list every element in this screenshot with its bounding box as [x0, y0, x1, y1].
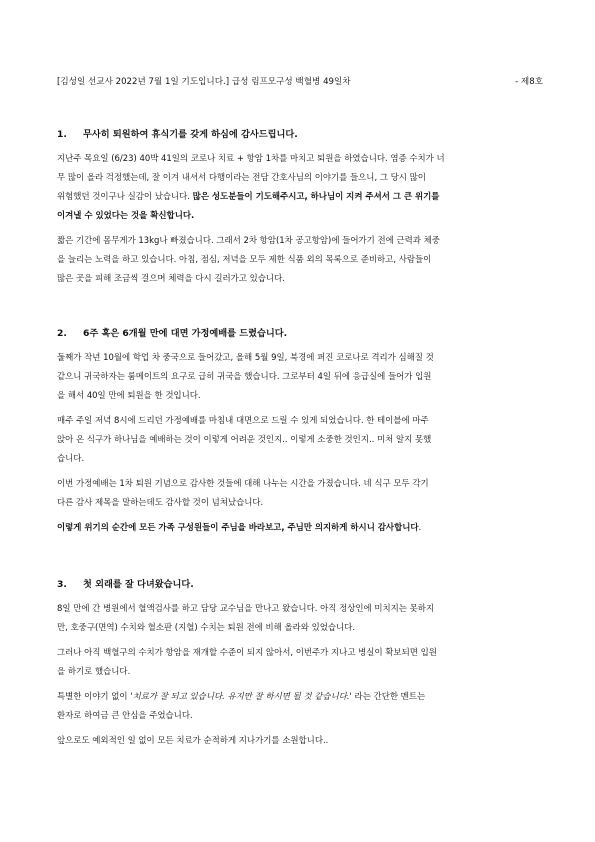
text-line: 그러나 아직 백혈구의 수치가 항암을 재개할 수준이 되지 않아서, 이번주가 지나고 병실이 확보되면 입원 — [57, 647, 437, 657]
text-span: 위험했던 것이구나 실감이 났습니다. — [57, 191, 193, 201]
text-span: 특별한 이야기 없이 — [57, 691, 131, 701]
text-line: 을 늘리는 노력을 하고 있습니다. 아침, 점심, 저녁을 모두 제한 식품 외의 목록으로 준비하고, 사람들이 — [57, 254, 432, 264]
text-line: 습니다. — [57, 453, 85, 463]
section-3 — [57, 578, 543, 750]
header-title: [김성일 선교사 2022년 7월 1일 기도입니다.] 급성 림프모구성 백혈병 49일차 — [57, 77, 351, 87]
section-2-number: 2. — [57, 328, 67, 339]
emphasis-text: 이렇게 위기의 순간에 모든 가족 구성원들이 주님을 바라보고, 주님만 의지하게 하시니 감사합니다 — [57, 522, 419, 532]
text-line: 앞으로도 예외적인 일 없이 모든 치료가 순적하게 지나가기를 소원합니다.. — [57, 735, 329, 745]
section-1-heading — [57, 128, 543, 142]
section-2 — [57, 327, 543, 537]
section-3-number: 3. — [57, 579, 67, 590]
section-3-paragraph-2 — [57, 643, 543, 681]
text-span: . — [418, 522, 422, 532]
emphasis-text: 많은 성도분들이 기도해주시고, 하나님이 지켜 주셔서 그 큰 위기를 — [192, 191, 440, 201]
section-2-paragraph-2 — [57, 411, 543, 468]
text-line — [57, 187, 543, 206]
text-line: 짧은 기간에 몸무게가 13kg나 빠졌습니다. 그래서 2차 항암(1차 공고항암)에 들어가기 전에 근력과 체중 — [57, 235, 440, 245]
text-line: 많은 곳을 피해 조금씩 걸으며 체력을 다시 길러가고 있습니다. — [57, 273, 285, 283]
section-2-title: 6주 혹은 6개월 만에 대면 가정예배를 드렸습니다. — [83, 328, 288, 339]
issue-number: - 제8호 — [515, 77, 543, 87]
section-3-paragraph-3 — [57, 687, 543, 725]
text-line: 을 하기로 했습니다. — [57, 666, 131, 676]
text-line — [57, 687, 543, 706]
text-line: 같으니 귀국하자는 룸메이트의 요구로 급히 귀국을 했습니다. 그로부터 4일 뒤에 응급실에 들어가 입원 — [57, 371, 432, 381]
section-2-paragraph-4 — [57, 518, 543, 537]
section-3-paragraph-1 — [57, 599, 543, 637]
section-2-heading — [57, 327, 543, 341]
text-line: 둘째가 작년 10월에 학업 차 중국으로 들어갔고, 올해 5월 9일, 북경에 퍼진 코로나로 격리가 심해질 것 — [57, 352, 434, 362]
text-line: 지난주 목요일 (6/23) 40박 41일의 코로나 치료 + 항암 1차를 마치고 퇴원을 하였습니다. 염증 수치가 너 — [57, 153, 445, 163]
section-3-heading — [57, 578, 543, 592]
section-2-paragraph-1 — [57, 348, 543, 405]
text-line: 매주 주일 저녁 8시에 드리던 가정예배를 마침내 대면으로 드릴 수 있게 되었습니다. 한 테이블에 마주 — [57, 415, 429, 425]
text-span: 라는 간단한 멘트는 — [351, 691, 426, 701]
text-line: 이번 가정예배는 1차 퇴원 기념으로 감사한 것들에 대해 나누는 시간을 가졌습니다. 네 식구 모두 각기 — [57, 478, 429, 488]
section-3-title: 첫 외래를 잘 다녀왔습니다. — [83, 579, 194, 590]
text-line — [57, 518, 543, 537]
text-line: 환자로 하여금 큰 안심을 주었습니다. — [57, 710, 193, 720]
section-1-number: 1. — [57, 129, 67, 140]
section-2-paragraph-3 — [57, 474, 543, 512]
document-header — [57, 75, 543, 89]
text-line: 을 해서 40일 만에 퇴원을 한 것입니다. — [57, 390, 201, 400]
section-3-paragraph-4 — [57, 731, 543, 750]
section-1-paragraph-1 — [57, 149, 543, 225]
text-line: 앉아 온 식구가 하나님을 예배하는 것이 이렇게 어려운 것인지.. 이렇게 소중한 것인지.. 미처 알지 못했 — [57, 434, 432, 444]
text-line: 만, 호중구(면역) 수치와 혈소판 (지혈) 수치는 퇴원 전에 비해 올라와 있었습니다. — [57, 622, 356, 632]
emphasis-line: 이겨낼 수 있었다는 것을 확신합니다. — [57, 210, 195, 220]
text-line: 8일 만에 간 병원에서 혈액검사를 하고 담당 교수님을 만나고 왔습니다. 아직 정상인에 미치지는 못하지 — [57, 603, 435, 613]
section-1 — [57, 128, 543, 288]
text-line: 무 많이 올라 걱정했는데, 잘 이겨 내셔서 다행이라는 전담 간호사님의 이야기를 들으니, 그 당시 많이 — [57, 172, 426, 182]
quoted-text: '치료가 잘 되고 있습니다. 유지만 잘 하시면 될 것 같습니다.' — [130, 691, 352, 701]
text-line: 다른 감사 제목을 말하는데도 감사할 것이 넘쳐났습니다. — [57, 497, 264, 507]
section-1-paragraph-2 — [57, 231, 543, 288]
section-1-title: 무사히 퇴원하여 휴식기를 갖게 하심에 감사드립니다. — [83, 129, 298, 140]
